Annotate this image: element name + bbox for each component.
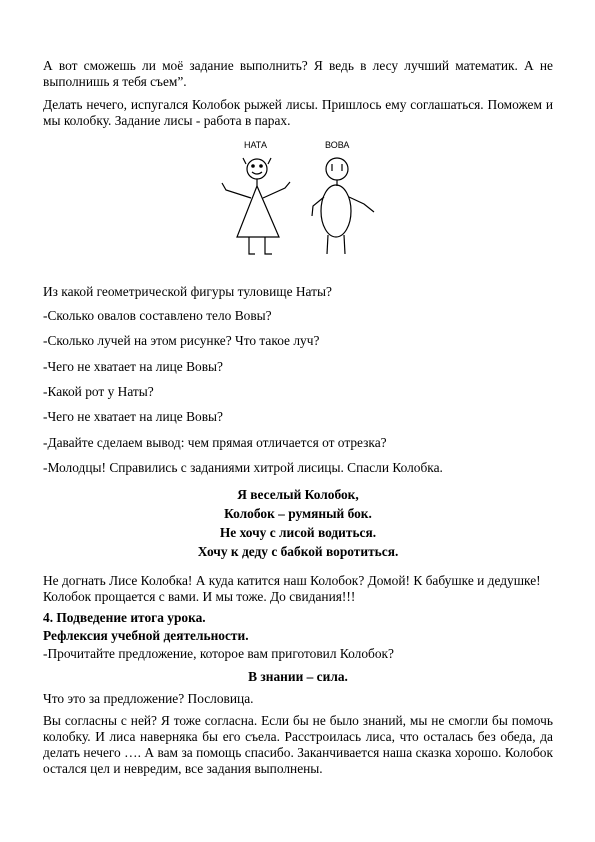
question-2: -Сколько овалов составлено тело Вовы? <box>43 308 272 323</box>
question-7: -Давайте сделаем вывод: чем прямая отличается от отрезка? <box>43 435 387 450</box>
nata-left-leg <box>249 237 255 254</box>
poem-line-1: Я веселый Колобок, <box>237 487 359 502</box>
section-heading: 4. Подведение итога урока. <box>43 610 206 625</box>
figure-name-left: НАТА <box>244 140 268 150</box>
stick-figures-drawing <box>0 138 595 268</box>
intro-paragraph-2: Делать нечего, испугался Колобок рыжей лисы. Пришлось ему соглашаться. Поможем и мы колобку. Задание лисы - работа в парах. <box>43 97 553 128</box>
nata-head <box>247 159 267 179</box>
question-8: -Молодцы! Справились с заданиями хитрой лисицы. Спасли Колобка. <box>43 460 443 475</box>
question-5: -Какой рот у Наты? <box>43 384 154 399</box>
question-4: -Чего не хватает на лице Вовы? <box>43 359 223 374</box>
question-1: Из какой геометрической фигуры туловище Наты? <box>43 284 332 299</box>
figure-vova <box>312 140 374 254</box>
nata-left-arm <box>222 183 251 198</box>
prompt-line: -Прочитайте предложение, которое вам приготовил Колобок? <box>43 646 394 661</box>
reflection-heading: Рефлексия учебной деятельности. <box>43 628 249 643</box>
figure-nata <box>222 140 290 254</box>
poem-line-2: Колобок – румяный бок. <box>224 506 372 521</box>
nata-mouth <box>252 172 262 174</box>
nata-right-arm <box>263 182 290 198</box>
proverb-question: Что это за предложение? Пословица. <box>43 691 254 706</box>
proverb: В знании – сила. <box>248 669 348 684</box>
vova-head <box>326 158 348 180</box>
poem-line-4: Хочу к деду с бабкой воротиться. <box>197 544 399 559</box>
question-6: -Чего не хватает на лице Вовы? <box>43 409 223 424</box>
nata-right-leg <box>265 237 272 254</box>
question-3: -Сколько лучей на этом рисунке? Что такое луч? <box>43 333 320 348</box>
vova-body-oval <box>321 185 351 237</box>
vova-right-leg <box>344 235 345 254</box>
vova-left-leg <box>327 235 328 254</box>
vova-right-arm <box>349 197 374 212</box>
figure-name-right: ВОВА <box>325 140 350 150</box>
intro-paragraph-1: А вот сможешь ли моё задание выполнить? Я ведь в лесу лучший математик. А не выполнишь я тебя съем”. <box>43 58 553 89</box>
poem-line-3: Не хочу с лисой водиться. <box>219 525 377 540</box>
farewell-paragraph: Не догнать Лисе Колобка! А куда катится наш Колобок? Домой! К бабушке и дедушке! Колобок прощается с вами. И мы тоже. До свидания!!! <box>43 573 541 604</box>
closing-paragraph: Вы согласны с ней? Я тоже согласна. Если бы не было знаний, мы не смогли бы помочь колобку. И лиса наверняка бы его съела. Расстроилась лиса, что осталась без обеда, да делать нечего …. А вам за помощь спасибо. Заканчивается наша сказка хорошо. Колобок остался цел и невредим, все задания выполнены. <box>43 713 553 776</box>
